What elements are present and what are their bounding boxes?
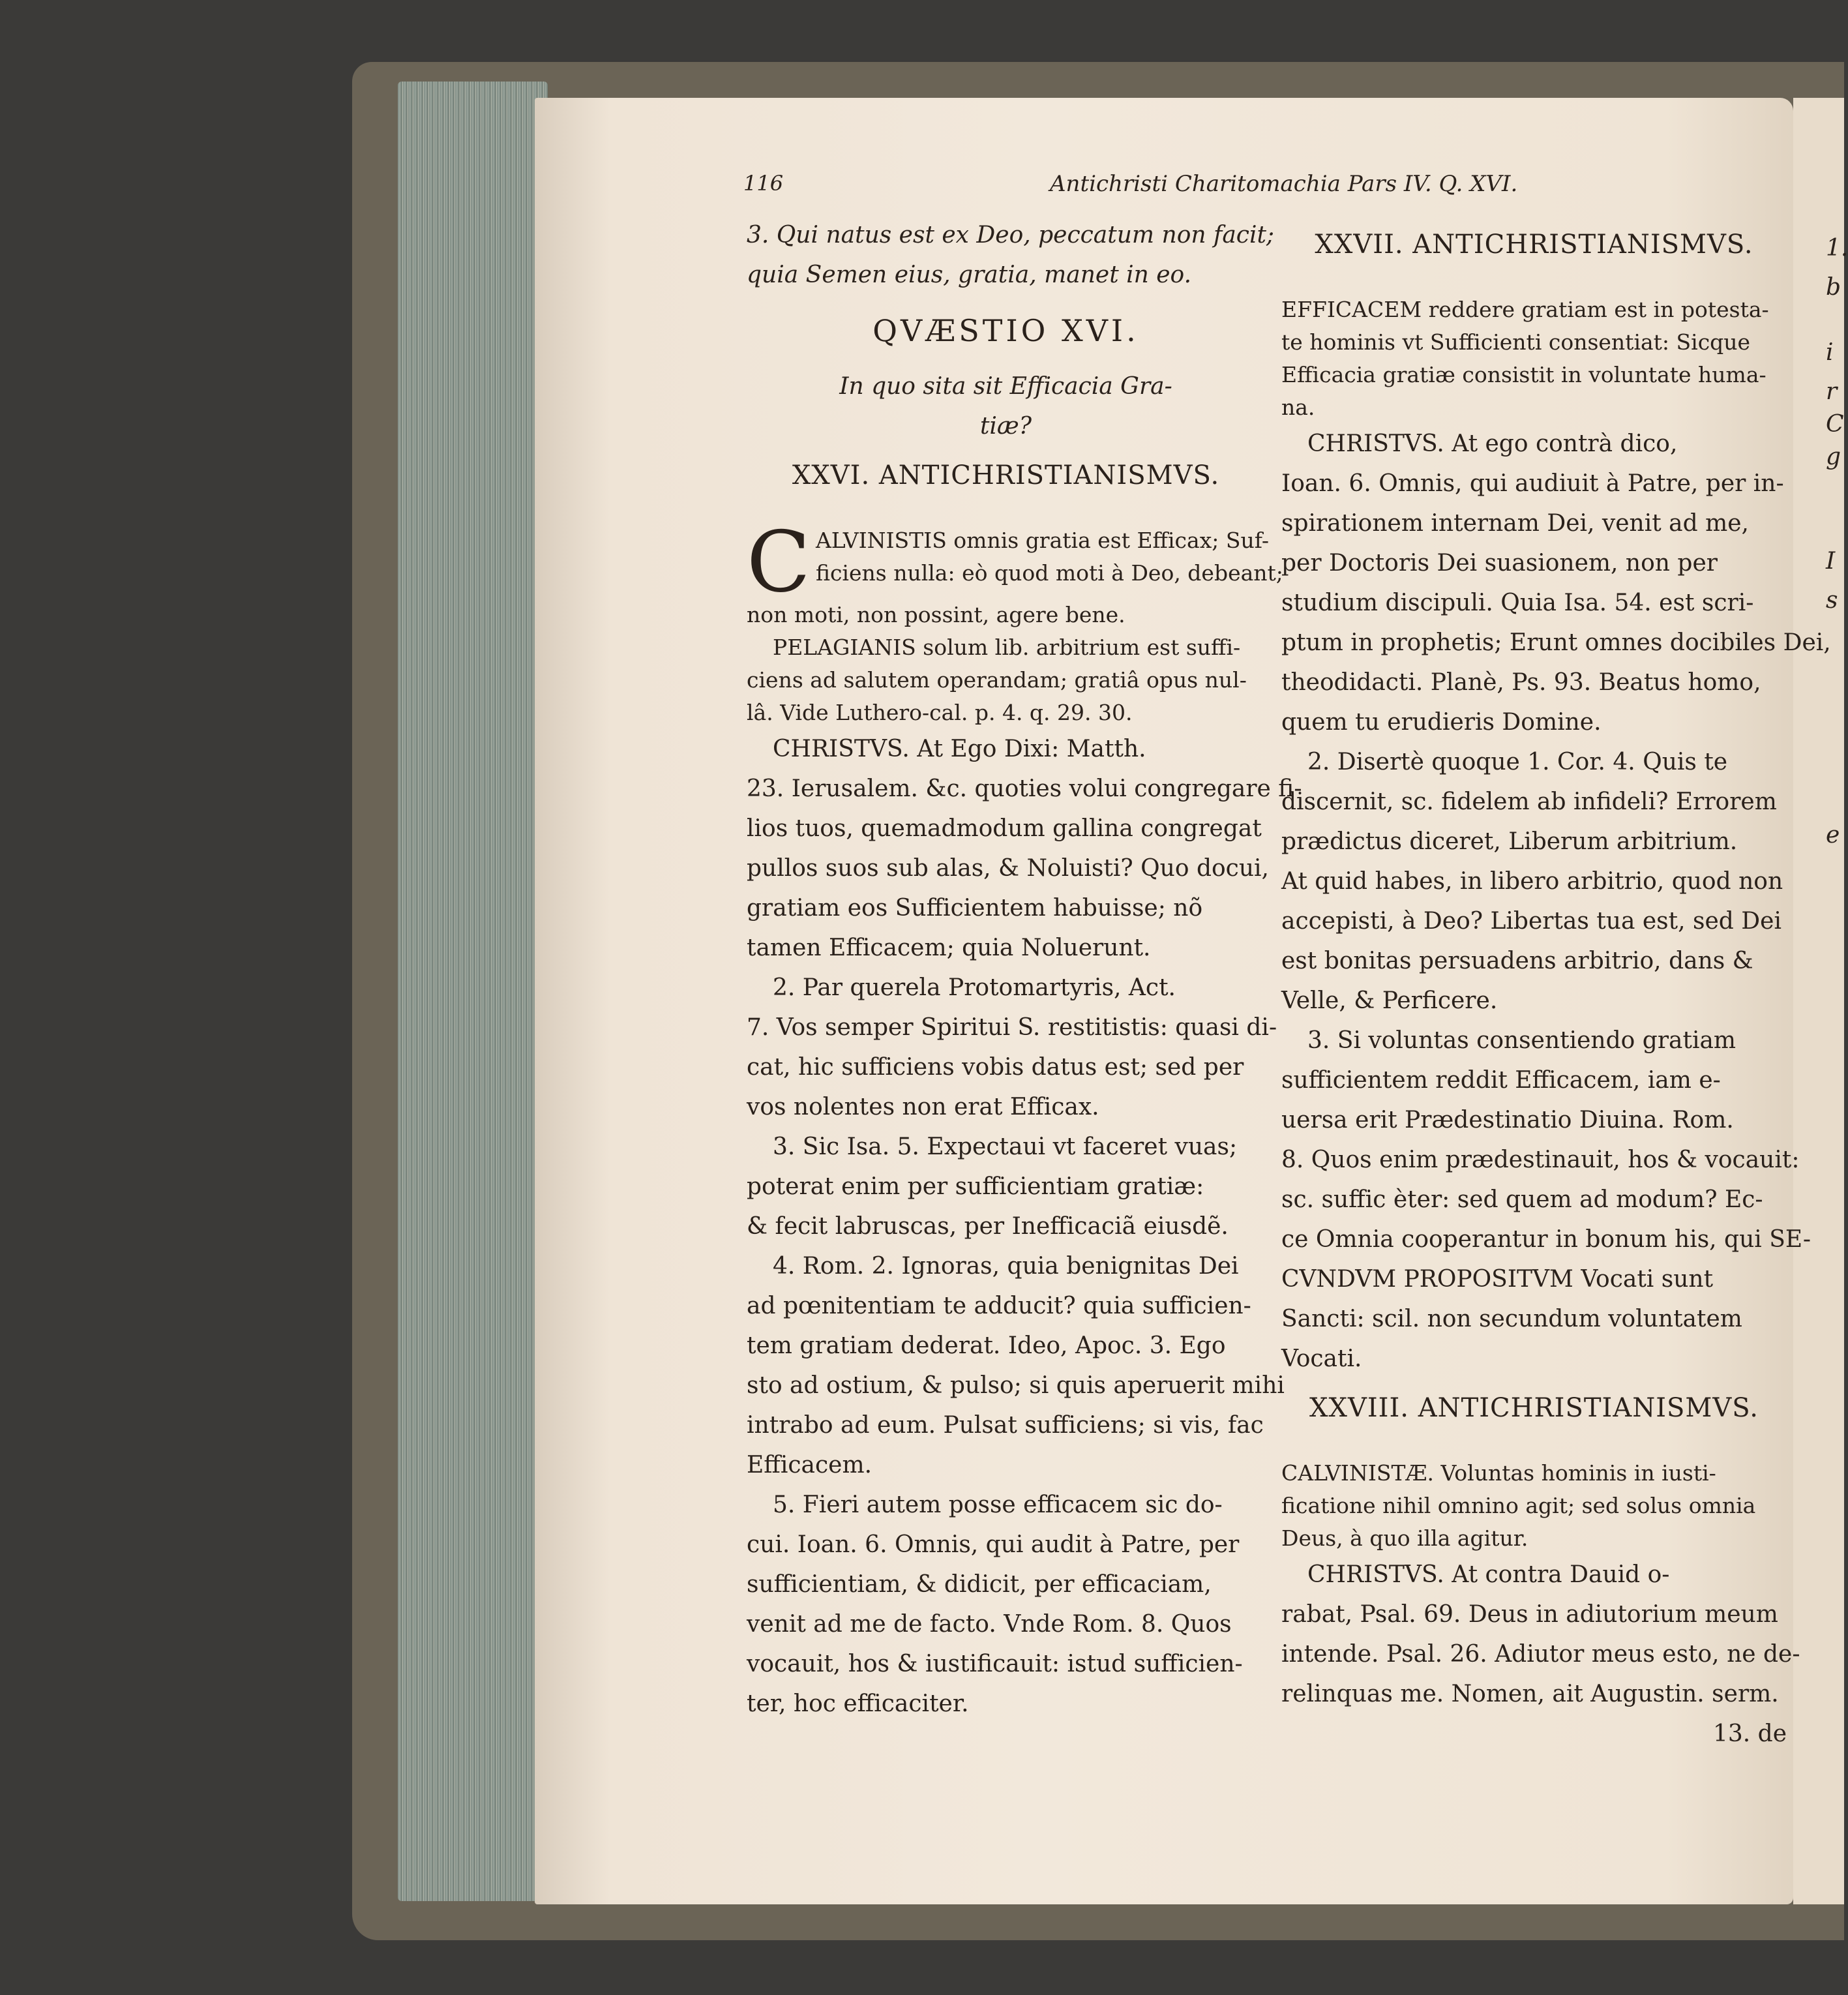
text-line: Velle, & Perficere. — [1281, 987, 1498, 1014]
text-line: cui. Ioan. 6. Omnis, qui audit à Patre, per — [747, 1531, 1240, 1558]
page-number: 116 — [743, 171, 784, 196]
text-line: prædictus diceret, Liberum arbitrium. — [1281, 828, 1738, 855]
text-line: te hominis vt Sufficienti consentiat: Sicque — [1281, 329, 1751, 355]
catchword: 13. de — [1712, 1720, 1787, 1747]
text-line: cat, hic sufficiens vobis datus est; sed per — [747, 1054, 1244, 1081]
text-line: spirationem internam Dei, venit ad me, — [1281, 510, 1749, 537]
text-line: relinquas me. Nomen, ait Augustin. serm. — [1281, 1681, 1779, 1707]
section-heading: XXVII. ANTICHRISTIANISMVS. — [1315, 230, 1753, 260]
text-line: 4. Rom. 2. Ignoras, quia benignitas Dei — [773, 1253, 1239, 1280]
margin-fragment: 1. — [1826, 235, 1848, 262]
text-line: vos nolentes non erat Efficax. — [747, 1094, 1099, 1120]
section-heading: XXVI. ANTICHRISTIANISMVS. — [792, 460, 1220, 490]
text-line: sufficientiam, & didicit, per efficaciam, — [747, 1571, 1212, 1598]
text-line: CHRISTVS. At Ego Dixi: Matth. — [773, 736, 1146, 762]
running-title: Antichristi Charitomachia Pars IV. Q. XVI. — [1050, 171, 1518, 197]
text-line: Efficacem. — [747, 1452, 872, 1478]
text-line: rabat, Psal. 69. Deus in adiutorium meum — [1281, 1601, 1778, 1628]
text-line: 7. Vos semper Spiritui S. restitistis: quasi di- — [747, 1014, 1277, 1041]
text-line: Ioan. 6. Omnis, qui audiuit à Patre, per in- — [1281, 470, 1784, 497]
text-line: intrabo ad eum. Pulsat sufficiens; si vis, fac — [747, 1412, 1264, 1439]
text-line: lios tuos, quemadmodum gallina congregat — [747, 815, 1262, 842]
text-line: EFFICACEM reddere gratiam est in potesta- — [1281, 297, 1769, 322]
text-line: 3. Qui natus est ex Deo, peccatum non facit; — [747, 222, 1275, 248]
margin-fragment: b — [1826, 274, 1841, 301]
text-line: non moti, non possint, agere bene. — [747, 602, 1125, 627]
text-line: ficatione nihil omnino agit; sed solus omnia — [1281, 1493, 1756, 1518]
margin-fragment: r — [1826, 378, 1838, 405]
text-line: ad pœnitentiam te adducit? quia sufficien- — [747, 1293, 1251, 1319]
question-subtitle: tiæ? — [979, 413, 1032, 440]
text-line: est bonitas persuadens arbitrio, dans & — [1281, 948, 1753, 974]
text-line: lâ. Vide Luthero-cal. p. 4. q. 29. 30. — [747, 700, 1133, 725]
text-line: Deus, à quo illa agitur. — [1281, 1525, 1528, 1551]
margin-fragment: I — [1826, 548, 1836, 575]
text-line: per Doctoris Dei suasionem, non per — [1281, 550, 1718, 577]
text-line: poterat enim per sufficientiam gratiæ: — [747, 1173, 1204, 1200]
text-line: theodidacti. Planè, Ps. 93. Beatus homo, — [1281, 669, 1761, 696]
text-line: PELAGIANIS solum lib. arbitrium est suffi- — [773, 635, 1241, 660]
text-line: sufficientem reddit Efficacem, iam e- — [1281, 1067, 1721, 1094]
text-line: 2. Par querela Protomartyris, Act. — [773, 974, 1176, 1001]
text-line: CVNDVM PROPOSITVM Vocati sunt — [1281, 1266, 1714, 1293]
question-heading: QVÆSTIO XVI. — [872, 313, 1139, 348]
margin-fragment: e — [1826, 822, 1840, 848]
text-line: accepisti, à Deo? Libertas tua est, sed Dei — [1281, 908, 1781, 935]
question-subtitle: In quo sita sit Efficacia Gra- — [839, 373, 1172, 400]
margin-fragment: g — [1826, 443, 1841, 470]
section-heading: XXVIII. ANTICHRISTIANISMVS. — [1309, 1393, 1759, 1423]
margin-fragment: C — [1826, 411, 1844, 438]
text-line: Vocati. — [1281, 1345, 1362, 1372]
text-line: pullos suos sub alas, & Noluisti? Quo docui, — [747, 855, 1269, 882]
text-line: sto ad ostium, & pulso; si quis aperuerit mihi — [747, 1372, 1285, 1399]
text-line: 2. Disertè quoque 1. Cor. 4. Quis te — [1307, 749, 1728, 775]
text-line: studium discipuli. Quia Isa. 54. est scri- — [1281, 590, 1754, 616]
text-line: venit ad me de facto. Vnde Rom. 8. Quos — [747, 1611, 1232, 1638]
text-line: 3. Si voluntas consentiendo gratiam — [1307, 1027, 1736, 1054]
text-line: CHRISTVS. At contra Dauid o- — [1307, 1561, 1670, 1588]
text-line: tem gratiam dederat. Ideo, Apoc. 3. Ego — [747, 1332, 1226, 1359]
text-line: ALVINISTIS omnis gratia est Efficax; Suf- — [815, 528, 1269, 553]
text-line: 8. Quos enim prædestinauit, hos & vocauit: — [1281, 1147, 1800, 1173]
text-line: intende. Psal. 26. Adiutor meus esto, ne de- — [1281, 1641, 1800, 1668]
first-paragraph — [747, 514, 1283, 631]
text-line: 23. Ierusalem. &c. quoties volui congregare fi- — [747, 775, 1302, 802]
text-line: 3. Sic Isa. 5. Expectaui vt faceret vuas; — [773, 1133, 1238, 1160]
text-line: CHRISTVS. At ego contrà dico, — [1307, 430, 1678, 457]
text-line: ce Omnia cooperantur in bonum his, qui SE- — [1281, 1226, 1811, 1253]
text-line: ficiens nulla: eò quod moti à Deo, debeant; — [815, 560, 1283, 586]
text-line: tamen Efficacem; quia Noluerunt. — [747, 935, 1151, 961]
left-column — [747, 215, 1302, 1724]
drop-cap: C — [747, 514, 811, 611]
text-line: uersa erit Prædestinatio Diuina. Rom. — [1281, 1107, 1734, 1133]
text-line: gratiam eos Sufficientem habuisse; nõ — [747, 895, 1203, 922]
text-line: ciens ad salutem operandam; gratiâ opus nul- — [747, 667, 1247, 693]
text-line: Efficacia gratiæ consistit in voluntate huma- — [1281, 362, 1766, 387]
right-column — [1281, 215, 1831, 1754]
text-line: CALVINISTÆ. Voluntas hominis in iusti- — [1281, 1460, 1716, 1486]
text-line: quia Semen eius, gratia, manet in eo. — [747, 262, 1192, 288]
text-line: & fecit labruscas, per Inefficaciã eiusdẽ. — [747, 1213, 1229, 1240]
text-line: quem tu erudieris Domine. — [1281, 709, 1602, 736]
text-line: discernit, sc. fidelem ab infideli? Errorem — [1281, 788, 1777, 815]
text-line: vocauit, hos & iustificauit: istud sufficien- — [747, 1651, 1243, 1677]
margin-fragment: i — [1826, 339, 1834, 366]
margin-fragment: s — [1826, 587, 1838, 614]
text-line: Sancti: scil. non secundum voluntatem — [1281, 1306, 1742, 1332]
text-line: sc. suffic èter: sed quem ad modum? Ec- — [1281, 1186, 1763, 1213]
text-line: na. — [1281, 395, 1315, 420]
text-line: ter, hoc efficaciter. — [747, 1690, 969, 1717]
text-line: 5. Fieri autem posse efficacem sic do- — [773, 1492, 1223, 1518]
text-line: ptum in prophetis; Erunt omnes docibiles Dei, — [1281, 629, 1831, 656]
text-line: At quid habes, in libero arbitrio, quod non — [1281, 868, 1783, 895]
